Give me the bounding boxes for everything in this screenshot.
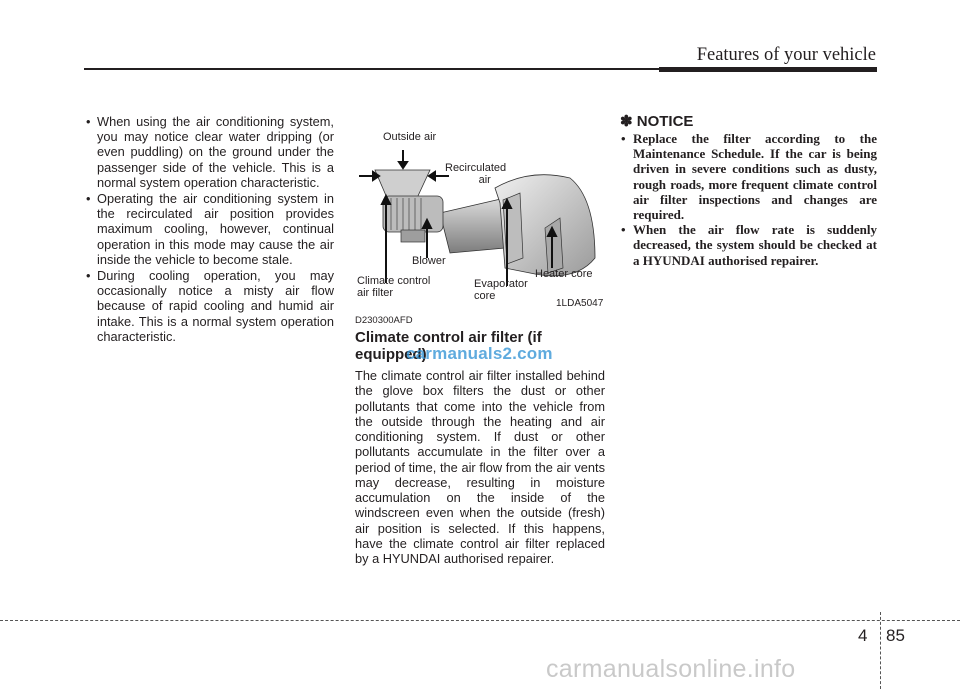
recirculated-air-label: Recirculated air [445, 162, 507, 186]
blower-label: Blower [412, 255, 446, 267]
notice-heading: ✽ NOTICE [620, 113, 694, 130]
figure-code: 1LDA5047 [556, 298, 604, 309]
page-number: 85 [886, 626, 905, 645]
bullet-item: • Operating the air conditioning system in the recirculated air position provides maximum cooling, however, continual operation in this mode may cause the air inside the vehicle to become stale. [84, 191, 334, 267]
notice-item: • When the air flow rate is suddenly decreased, the system should be checked at a HYUNDAI authorised repairer. [620, 222, 877, 268]
header-rule [84, 68, 659, 70]
watermark: carmanuals2.com [406, 344, 553, 363]
heater-core-label: Heater core [535, 268, 593, 280]
chapter-number: 4 [858, 626, 868, 645]
climate-filter-label: Climate control air filter [357, 275, 431, 299]
bullet-item: • When using the air conditioning system, you may notice clear water dripping (or even puddling) on the ground under the passenger side of the vehicle. This is a normal system operation characteristic. [84, 114, 334, 190]
notice-item: • Replace the filter according to the Maintenance Schedule. If the car is being driven in severe conditions such as dusty, rough roads, more frequent climate control air filter inspections and changes are required. [620, 131, 877, 222]
page-header-title: Features of your vehicle [696, 45, 876, 65]
section-title: Climate control air filter (if equipped) [355, 329, 542, 363]
notice-list [620, 131, 877, 268]
section-code: D230300AFD [355, 315, 413, 326]
site-watermark: carmanualsonline.info [546, 655, 796, 683]
footer-divider [880, 612, 881, 689]
left-column [84, 114, 334, 345]
bullet-item: • During cooling operation, you may occasionally notice a misty air flow because of rapid cooling and humid air intake. This is a normal system operation characteristic. [84, 268, 334, 344]
footer-rule [0, 620, 960, 621]
climate-system-figure [355, 118, 605, 310]
section-body: The climate control air filter installed behind the glove box filters the dust or other pollutants that come into the vehicle from the outside through the heating and air conditioning system. If dust or other pollutants accumulate in the filter over a period of time, the air flow from the air vents may decrease, resulting in moisture accumulation on the inside of the windscreen even when the outside (fresh) air position is selected. If this happens, have the climate control air filter replaced by a HYUNDAI authorised repairer. [355, 368, 605, 566]
bullet-list [84, 114, 334, 344]
header-rule-accent [659, 67, 877, 72]
evaporator-label: Evaporator core [474, 278, 528, 302]
outside-air-label: Outside air [383, 131, 437, 143]
